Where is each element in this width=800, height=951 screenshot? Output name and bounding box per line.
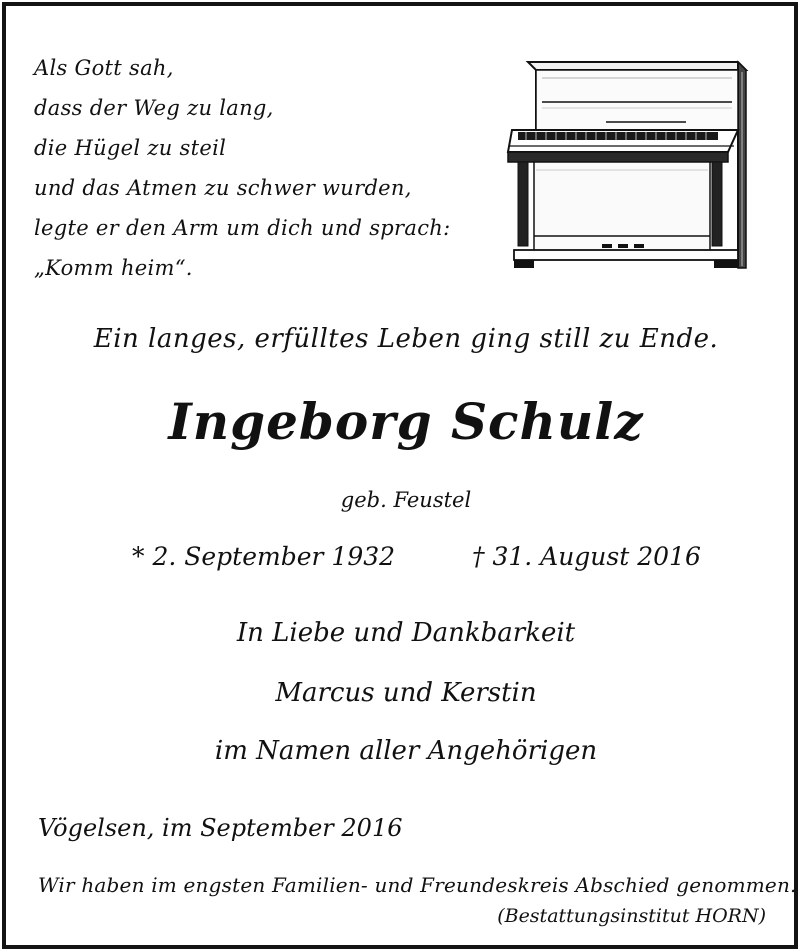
poem-line: „Komm heim“. xyxy=(34,256,193,280)
poem-line: legte er den Arm um dich und sprach: xyxy=(34,216,451,240)
obituary-notice xyxy=(2,2,798,949)
place-and-date: Vögelsen, im September 2016 xyxy=(38,814,403,842)
undertaker: (Bestattungsinstitut HORN) xyxy=(497,905,766,927)
mourners: Marcus und Kerstin xyxy=(275,678,537,708)
upright-piano-icon xyxy=(506,58,751,274)
closing-line: In Liebe und Dankbarkeit xyxy=(236,618,576,648)
birth-date: * 2. September 1932 xyxy=(132,542,396,571)
farewell-note: Wir haben im engsten Familien- und Freundeskreis Abschied genommen. xyxy=(38,873,797,897)
birth-name: geb. Feustel xyxy=(340,488,472,512)
poem-line: und das Atmen zu schwer wurden, xyxy=(34,176,412,200)
poem-line: die Hügel zu steil xyxy=(34,136,227,160)
death-date: † 31. August 2016 xyxy=(472,542,701,571)
poem xyxy=(34,48,450,288)
poem-line: dass der Weg zu lang, xyxy=(34,96,274,120)
closing-line: im Namen aller Angehörigen xyxy=(214,736,598,766)
tagline: Ein langes, erfülltes Leben ging still zu Ende. xyxy=(93,324,719,354)
deceased-name: Ingeborg Schulz xyxy=(168,392,644,451)
poem-line: Als Gott sah, xyxy=(34,56,174,80)
